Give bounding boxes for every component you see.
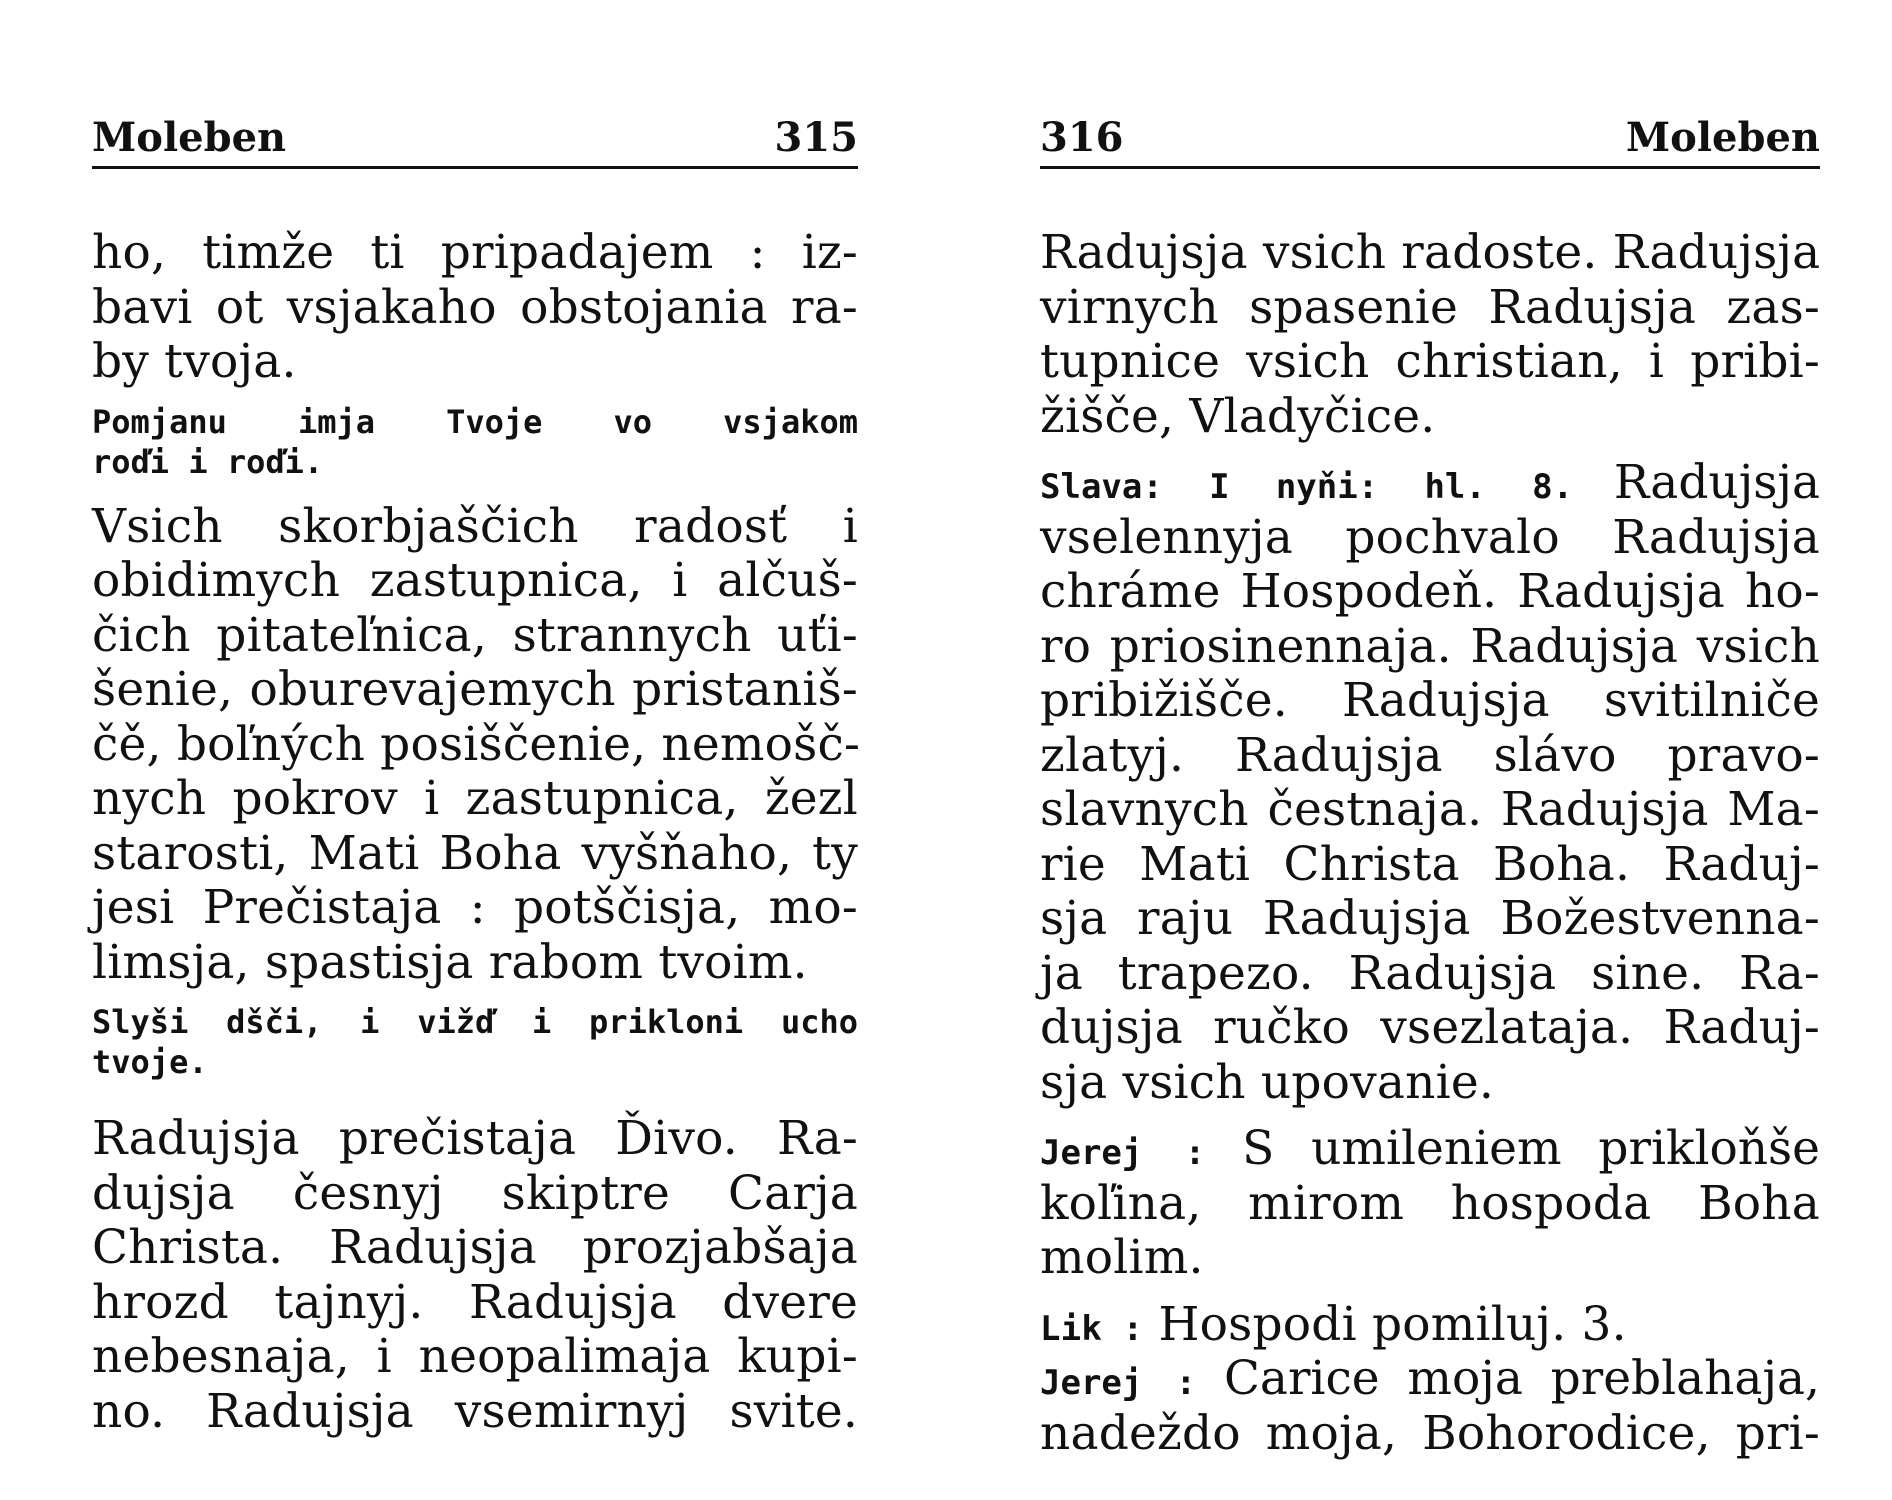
text-line: tupnice vsich christian, i pribi- (1040, 334, 1820, 389)
text-line: dujsja česnyj skiptre Carja (92, 1165, 858, 1221)
text-line: čě, boľných posiščenie, nemošč- (92, 716, 861, 772)
right-body-text (1040, 226, 1820, 1461)
text-line: obidimych zastupnica, i alčuš- (92, 553, 858, 608)
rubric-line: Slyši dšči, i vižď i prikloni ucho (92, 1003, 858, 1041)
text-line: vselennyja pochvalo Radujsja (1040, 509, 1820, 565)
text-line: limsja, spastisja rabom tvoim. (92, 934, 808, 990)
left-body-text (92, 225, 861, 1439)
lik-cue: Lik : (1040, 1308, 1144, 1349)
text-line: Vsich skorbjaščich radosť i (92, 498, 858, 554)
text-line: nadeždo moja, Bohorodice, pri- (1040, 1405, 1820, 1461)
text-line: dujsja ručko vsezlataja. Raduj- (1040, 1000, 1820, 1055)
text-line: no. Radujsja vsemirnyj svite. (92, 1383, 858, 1439)
lik-line (1040, 1298, 1820, 1353)
left-running-title: Moleben (92, 114, 287, 161)
text-line: šenie, oburevajemych pristaniš- (92, 662, 858, 717)
text-line: Radujsja vsich radoste. Radujsja (1040, 225, 1821, 280)
left-page (92, 0, 861, 1500)
text-line: nebesnaja, i neopalimaja kupi- (92, 1329, 858, 1384)
text-line: slavnych čestnaja. Radujsja Ma- (1040, 782, 1820, 837)
text-line: by tvoja. (92, 334, 297, 389)
text-line: Radujsja prečistaja Ďivo. Ra- (92, 1111, 858, 1166)
jerej-line (1040, 1122, 1820, 1177)
slava-line (1040, 456, 1820, 511)
text-line: ro priosinennaja. Radujsja vsich (1040, 618, 1820, 674)
text-line: jesi Prečistaja : potščisja, mo- (92, 880, 858, 935)
jerej-text: S umileniem prikloňše (1242, 1121, 1820, 1176)
text-line: sja vsich upovanie. (1040, 1054, 1494, 1110)
jerej-line (1040, 1352, 1820, 1407)
rubric-line: Pomjanu imja Tvoje vo vsjakom (92, 402, 858, 441)
text-line: hrozd tajnyj. Radujsja dvere (92, 1274, 858, 1330)
text-line: zlatyj. Radujsja slávo pravo- (1040, 727, 1820, 783)
text-line: pribižišče. Radujsja svitilniče (1040, 673, 1820, 728)
slava-text: Radujsja (1613, 455, 1820, 510)
text-line: ho, timže ti pripadajem : iz- (92, 225, 858, 280)
right-running-head (1040, 110, 1820, 169)
jerej-cue: Jerej : (1040, 1363, 1197, 1403)
rubric-line: roďi i roďi. (92, 442, 324, 481)
text-line: ja trapezo. Radujsja sine. Ra- (1040, 945, 1820, 1001)
text-line: chráme Hospodeň. Radujsja ho- (1040, 564, 1820, 619)
text-line: rie Mati Christa Boha. Raduj- (1040, 836, 1820, 892)
rubric-line: tvoje. (92, 1043, 208, 1081)
jerej-text: Carice moja preblahaja, (1223, 1351, 1820, 1406)
right-page (1040, 0, 1820, 1500)
text-line: koľina, mirom hospoda Boha (1040, 1175, 1820, 1231)
text-line: virnych spasenie Radujsja zas- (1040, 279, 1820, 335)
text-line: molim. (1040, 1230, 1204, 1285)
left-page-number: 315 (774, 114, 858, 161)
slava-cue: Slava: I nyňi: hl. 8. (1040, 467, 1574, 507)
text-line: žišče, Vladyčice. (1040, 388, 1436, 444)
lik-text: Hospodi pomiluj. 3. (1158, 1296, 1627, 1352)
left-running-head (92, 110, 858, 169)
right-page-number: 316 (1040, 114, 1124, 161)
text-line: čich pitateľnica, strannych uťi- (92, 607, 858, 663)
text-line: nych pokrov i zastupnica, žezl (92, 771, 858, 826)
text-line: Christa. Radujsja prozjabšaja (92, 1220, 858, 1275)
text-line: sja raju Radujsja Božestvenna- (1040, 891, 1820, 946)
text-line: starosti, Mati Boha vyšňaho, ty (92, 825, 858, 881)
jerej-cue: Jerej : (1040, 1133, 1206, 1173)
right-running-title: Moleben (1625, 114, 1820, 161)
text-line: bavi ot vsjakaho obstojania ra- (92, 279, 858, 335)
